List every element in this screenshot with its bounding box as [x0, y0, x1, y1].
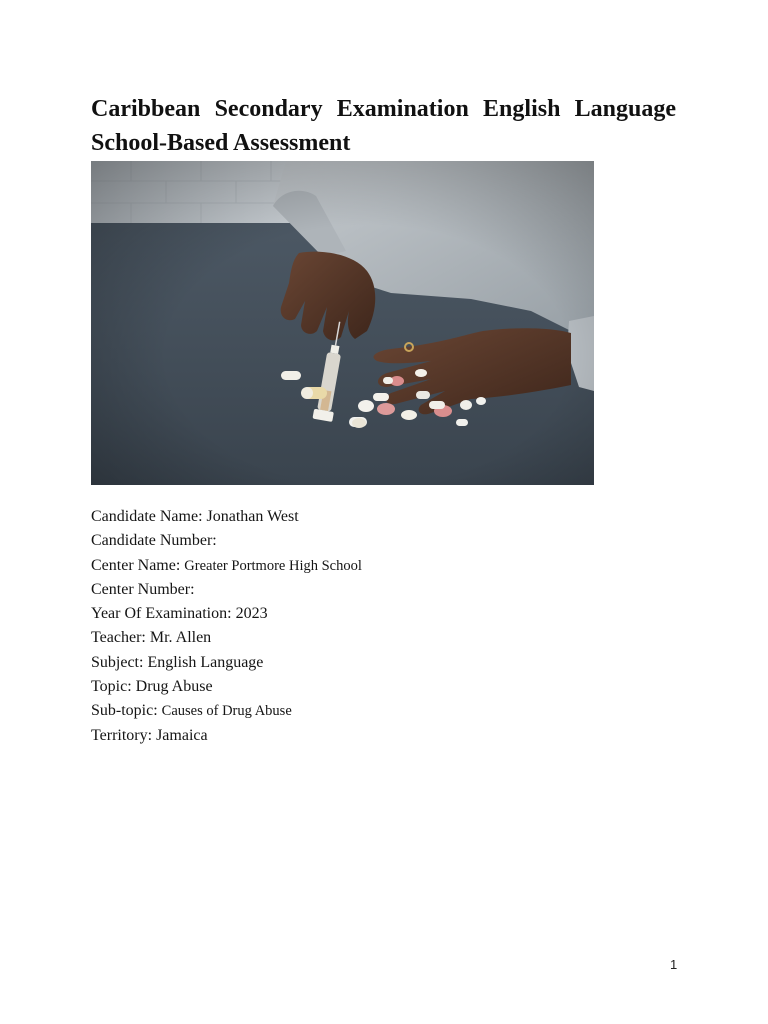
center-name-row: [91, 554, 362, 578]
exam-year-row: [91, 602, 362, 626]
territory-value: Jamaica: [156, 726, 208, 744]
page-number: 1: [670, 957, 678, 972]
topic-label: Topic:: [91, 678, 132, 696]
document-title: [91, 92, 691, 160]
center-name-label: Center Name:: [91, 556, 181, 574]
subject-label: Subject:: [91, 653, 144, 671]
center-number-row: [91, 578, 362, 602]
subtopic-value: Causes of Drug Abuse: [161, 703, 292, 720]
center-number-label: Center Number:: [91, 580, 195, 598]
candidate-name-value: Jonathan West: [206, 508, 299, 525]
topic-row: [91, 675, 362, 699]
subtopic-label: Sub-topic:: [91, 702, 158, 720]
candidate-name-label: Candidate Name:: [91, 508, 203, 525]
territory-row: [91, 724, 362, 748]
candidate-name-row: [91, 505, 362, 529]
territory-label: Territory:: [91, 726, 153, 744]
cover-photo-illustration: [91, 161, 594, 485]
subtopic-row: [91, 699, 362, 723]
candidate-number-label: Candidate Number:: [91, 532, 217, 550]
topic-value: Drug Abuse: [135, 678, 213, 696]
teacher-value: Mr. Allen: [149, 629, 212, 647]
exam-year-label: Year Of Examination:: [91, 605, 232, 623]
teacher-row: [91, 626, 362, 650]
candidate-number-row: [91, 529, 362, 553]
teacher-label: Teacher:: [91, 629, 146, 647]
cover-photo: [91, 161, 594, 485]
subject-row: [91, 651, 362, 675]
exam-year-value: 2023: [235, 605, 268, 623]
center-name-value: Greater Portmore High School: [184, 557, 362, 574]
subject-value: English Language: [147, 653, 264, 671]
candidate-info-list: [91, 505, 362, 748]
title-line-2: School-Based Assessment: [91, 130, 351, 156]
title-line-1: Caribbean Secondary Examination English Language: [91, 96, 676, 122]
